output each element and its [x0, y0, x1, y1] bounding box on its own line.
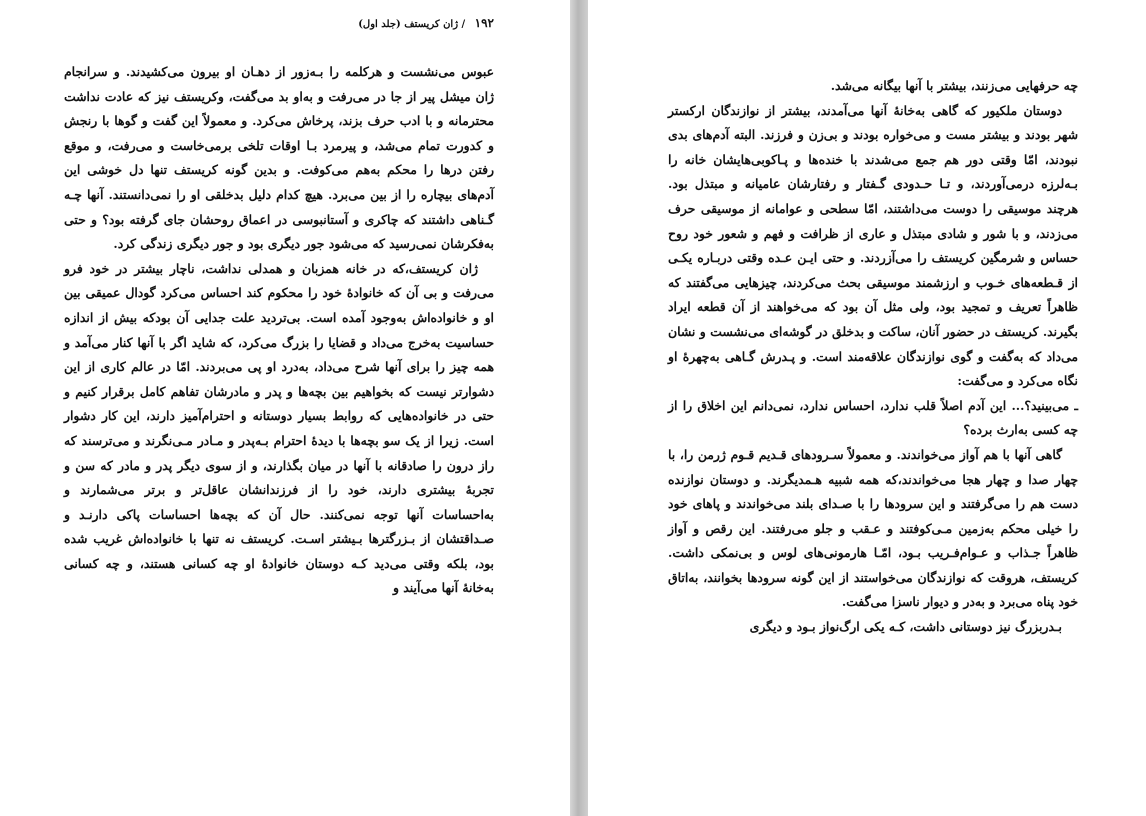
- left-book-page: [0, 0, 570, 816]
- page-number: ۱۹۲: [474, 16, 494, 30]
- paragraph: بـدربزرگ نیز دوستانی داشت، کـه یکی ارگ‌نواز بـود و دیگری: [749, 619, 1062, 635]
- paragraph: ژان کریستف،که در خانه همزبان و همدلی نداشت، ناچار بیشتر در خود فرو می‌رفت و بی آن که خانوادهٔ خود را محکوم کند احساس می‌کرد گودال عمیقی بین او و خانواده‌اش به‌وجود آمده است. بی‌تردید علت جدایی آن بودکه بیش از اندازه حساسیت به‌خرج می‌داد و قضایا را بزرگ می‌کرد، که شاید اگر با آنها کنار می‌آمد و همه چیز را برای آنها شرح می‌داد، به‌درد او پی می‌بردند. امّا در عالم کاری از این دشوارتر نیست که بخواهیم بین بچه‌ها و پدر و مادرشان تفاهم کامل برقرار کنیم و حتی در خانواده‌هایی که روابط بسیار دوستانه و احترام‌آمیز دارند، این کار دشوار است. زیرا از یک سو بچه‌ها با دیدهٔ احترام بـه‌پدر و مـادر مـی‌نگرند و می‌ترسند که راز درون را صادقانه با آنها در میان بگذارند، و از سوی دیگر پدر و مادر که سن و تجربهٔ بیشتری دارند، خود را از فرزندانشان عاقل‌تر و برتر می‌شمارند و به‌احساسات آنها توجه نمی‌کنند. حال آن که بچه‌ها احساسات پاکی دارنـد و صـداقتشان از بـزرگترها بـیشتر اسـت. کریستف نه تنها با خانواده‌اش غریب شده بود، بلکه وقتی می‌دید کـه دوستان خانوادهٔ او چه کسانی هستند، و چه کسانی به‌خانهٔ آنها می‌آیند و: [64, 260, 494, 596]
- right-page-body: [668, 74, 1078, 640]
- dialogue-paragraph: ـ می‌بینید؟... این آدم اصلاً قلب ندارد، احساس ندارد، نمی‌دانم این اخلاق را از چه کسی به‌ارث برده؟: [668, 397, 1078, 438]
- paragraph: چه حرفهایی می‌زنند، بیشتر با آنها بیگانه می‌شد.: [830, 78, 1078, 93]
- paragraph: دوستان ملکیور که گاهی به‌خانهٔ آنها می‌آمدند، بیشتر از نوازندگان ارکستر شهر بودند و بیشتر مست و می‌خواره بودند و بی‌زن و فرزند. البته آدم‌های بدی نبودند، امّا وقتی دور هم جمع می‌شدند با خنده‌ها و پـاکوبی‌هایشان خانه را بـه‌لرزه درمی‌آوردند، و تـا حـدودی گـفتار و رفتارشان عامیانه و مبتذل بود. هرچند موسیقی را دوست می‌داشتند، امّا سطحی و عوامانه از موسیقی حرف می‌زدند، و با شور و شادی مبتذل و عاری از ظرافت و فهم و شعور خود روح حساس و شرمگین کریستف را می‌آزردند. و حتی ایـن عـده وقتی دربـاره یکـی از قـطعه‌های خـوب و ارزشمند موسیقی بحث می‌کردند، چیزهایی می‌گفتند که ظاهراً تعریف و تمجید بود، ولی مثل آن بود که می‌خواهند از آن قطعه ایراد بگیرند. کریستف در حضور آنان، ساکت و بدخلق در گوشه‌ای می‌نشست و نشان می‌داد که به‌گفت و گوی نوازندگان علاقه‌مند است. و پـدرش گـاهی به‌چهرهٔ او نگاه می‌کرد و می‌گفت:: [668, 102, 1078, 389]
- page-header: [64, 16, 494, 30]
- right-book-page: [588, 0, 1146, 816]
- left-page-body: [64, 60, 494, 601]
- paragraph: گاهی آنها با هم آواز می‌خواندند. و معمولاً سـرودهای قـدیم قـوم ژرمن را، با چهار صدا و چهار هجا می‌خواندند،که همه شبیه هـمدیگرند. و دوستان نوازنده دست هم را می‌گرفتند و این سرودها را با صـدای بلند می‌خواندند و پاهای خود را خیلی محکم به‌زمین مـی‌کوفتند و عـقب و جلو می‌رفتند. این رقص و آواز ظاهراً جـذاب و عـوام‌فـریب بـود، امّـا هارمونی‌های لوس و بی‌نمکی داشت. کریستف، هروقت که نوازندگان می‌خواستند از این گونه سرودها بخوانند، به‌اتاق خود پناه می‌برد و به‌در و دیوار ناسزا می‌گفت.: [668, 446, 1078, 610]
- paragraph: عبوس می‌نشست و هرکلمه را بـه‌زور از دهـان او بیرون می‌کشیدند. و سرانجام ژان میشل پیر از جا در می‌رفت و به‌او بد می‌گفت، وکریستف نیز که عادت نداشت محترمانه و با ادب حرف بزند، پرخاش می‌کرد. و معمولاً این گفت و گوها با رنجش و کدورت تمام می‌شد، و پیرمرد بـا اوقات تلخی برمی‌خاست و می‌رفت، و موقع رفتن درها را محکم به‌هم می‌کوفت. و بدین گونه کریستف تنها دل خوشی این آدم‌های بیچاره را از بین می‌برد. هیچ کدام دلیل بدخلقی او را نمی‌دانستند. آنها چـه گـناهی داشتند که چاکری و آستانبوسی در اعماق روحشان جای گرفته بود؟ و حتی به‌فکرشان نمی‌رسید که می‌شود جور دیگری بود و جور دیگری زندگی کرد.: [64, 64, 494, 252]
- book-gutter: [570, 0, 588, 816]
- header-separator: /: [461, 19, 466, 30]
- running-title: ژان کریستف (جلد اول): [358, 19, 459, 30]
